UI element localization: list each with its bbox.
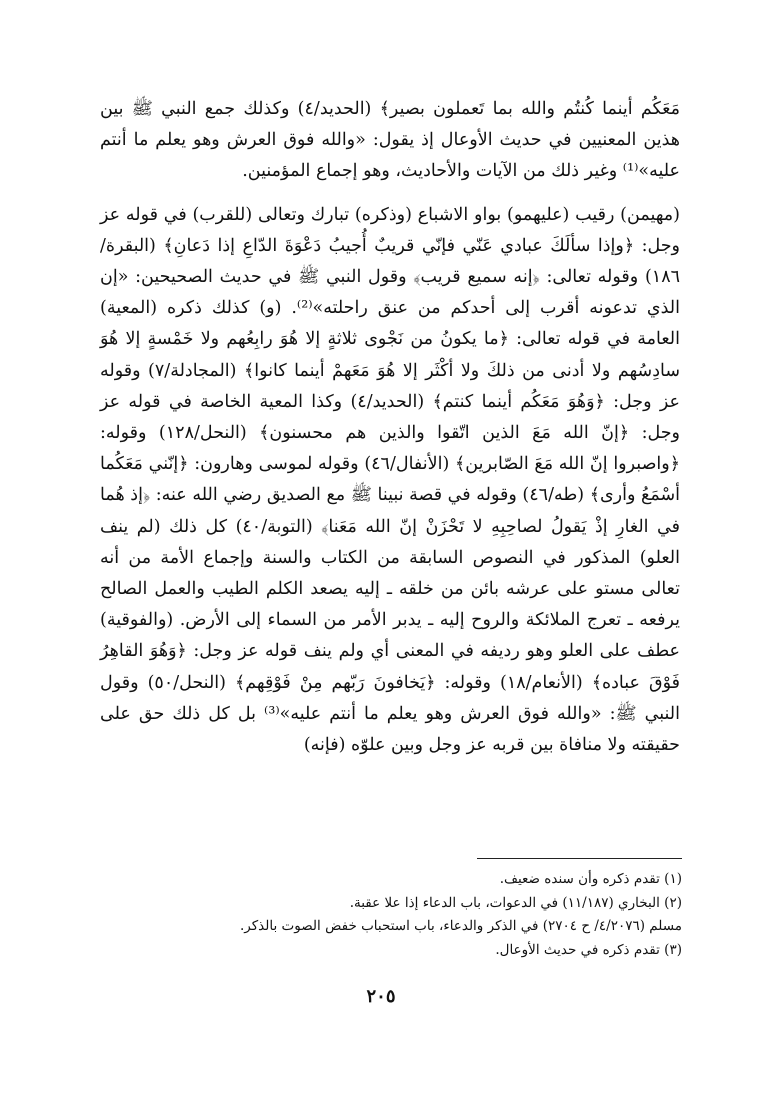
- footnote-2-continuation: مسلم (٤/٢٠٧٦/ ح ٢٧٠٤) في الذكر والدعاء، باب استحباب خفض الصوت بالذكر.: [240, 918, 682, 934]
- page-number: ٢٠٥: [366, 986, 396, 1007]
- footnote-3: (٣) تقدم ذكره في حديث الأوعال.: [495, 941, 682, 958]
- paragraph-1: مَعَكُم أينما كُنتُم والله بما تَعملون بصير﴾ (الحديد/٤) وكذلك جمع النبي ﷺ بين هذين المعنيين في حديث الأوعال إذ يقول: «والله فوق العرش وهو يعلم ما أنتم عليه»⁽¹⁾ وغير ذلك من الآيات والأحاديث، وهو إجماع المؤمنين.: [100, 99, 680, 182]
- footnotes: [150, 868, 682, 962]
- paragraph-2: (مهيمن) رقيب (عليهمو) بواو الاشباع (وذكره) تبارك وتعالى (للقرب) في قوله عز وجل: ﴿وإذا سألَكَ عبادي عَنّي فإنّي قريبٌ أُجيبُ دَعْوَةَ الدّاعِ إذا دَعانِ﴾ (البقرة/١٨٦) وقوله تعالى: ﴿إنه سميع قريب﴾ وقول النبي ﷺ في حديث الصحيحين: «إن الذي تدعونه أقرب إلى أحدكم من عنق راحلته»⁽²⁾. (و) كذلك ذكره (المعية) العامة في قوله تعالى: ﴿ما يكونُ من نَجْوى ثلاثةٍ إلا هُوَ رابِعُهم ولا خَمْسةٍ إلا هُوَ سادِسُهم ولا أدنى من ذلكَ ولا أكْثَر إلا هُوَ مَعَهمْ أينما كانوا﴾ (المجادلة/٧) وقوله عز وجل: ﴿وَهُوَ مَعَكُم أينما كنتم﴾ (الحديد/٤) وكذا المعية الخاصة في قوله عز وجل: ﴿إنّ الله مَعَ الذين اتّقوا والذين هم محسنون﴾ (النحل/١٢٨) وقوله: ﴿واصبروا إنّ الله مَعَ الصّابرين﴾ (الأنفال/٤٦) وقوله لموسى وهارون: ﴿إنّني مَعَكُما أسْمَعُ وأرى﴾ (طه/٤٦) وقوله في قصة نبينا ﷺ مع الصديق رضي الله عنه: ﴿إذ هُما في الغارِ إذْ يَقولُ لصاحِبِهِ لا تَحْزَنْ إنّ الله مَعَنا﴾ (التوبة/٤٠) كل ذلك (لم ينف العلو) المذكور في النصوص السابقة من الكتاب والسنة وإجماع الأمة من أنه تعالى مستو على عرشه بائن من خلقه ـ إليه يصعد الكلم الطيب والعمل الصالح يرفعه ـ تعرج الملائكة والروح إليه ـ يدبر الأمر من السماء إلى الأرض. (والفوقية) عطف على العلو وهو رديفه في المعنى أي ولم ينف قوله عز وجل: ﴿وَهُوَ القاهِرُ فَوْقَ عباده﴾ (الأنعام/١٨) وقوله: ﴿يَخافونَ رَبّهم مِنْ فَوْقِهم﴾ (النحل/٥٠) وقول النبي ﷺ: «والله فوق العرش وهو يعلم ما أنتم عليه»⁽³⁾ بل كل ذلك حق على حقيقته ولا منافاة بين قربه عز وجل وبين علوّه (فإنه): [100, 204, 681, 756]
- footnote-1: (١) تقدم ذكره وأن سنده ضعيف.: [499, 871, 682, 887]
- footnote-2: (٢) البخاري (١١/١٨٧) في الدعوات، باب الدعاء إذا علا عقبة.: [349, 894, 682, 911]
- main-text: [100, 94, 680, 761]
- footnote-separator: [477, 858, 682, 859]
